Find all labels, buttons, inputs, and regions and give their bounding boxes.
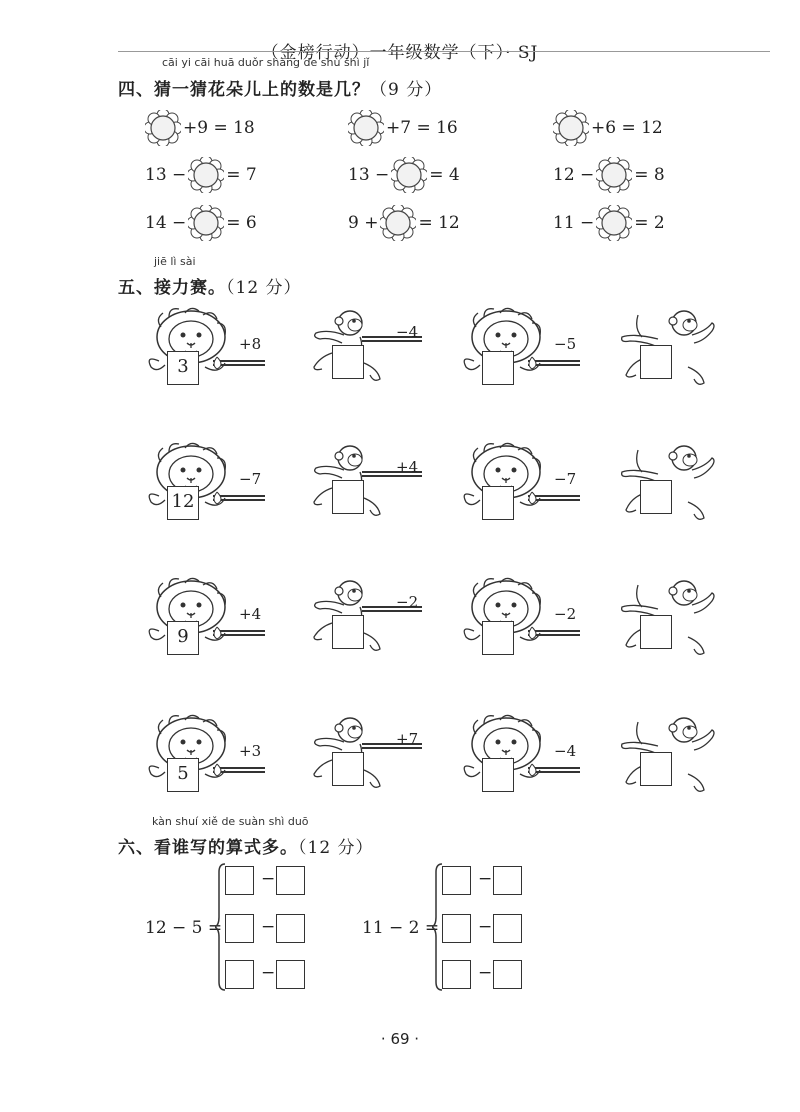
expression-label: 11 − 2 = (362, 918, 440, 938)
answer-box[interactable] (332, 752, 364, 786)
equation-right: +6 = 12 (591, 118, 663, 138)
answer-box[interactable] (332, 345, 364, 379)
monkey-icon (618, 712, 750, 804)
monkey-runner (302, 440, 434, 532)
flower-equation (348, 157, 460, 193)
lion-runner (145, 575, 277, 667)
expression-box-left[interactable] (442, 914, 471, 943)
answer-box[interactable] (640, 480, 672, 514)
relay-operation: +3 (239, 742, 262, 760)
flower-equation (145, 205, 257, 241)
section6-pinyin: kàn shuí xiě de suàn shì duō (152, 815, 309, 828)
equation-right: = 2 (634, 213, 665, 233)
expression-box-left[interactable] (442, 866, 471, 895)
equation-right: = 6 (226, 213, 257, 233)
flower-blank-icon[interactable] (596, 157, 632, 193)
section6-heading (118, 833, 374, 858)
section4-pinyin: cāi yi cāi huā duǒr shàng de shù shì jǐ (162, 56, 370, 69)
answer-box[interactable] (482, 486, 514, 520)
flower-equation (553, 205, 665, 241)
minus-sign: − (261, 917, 276, 937)
equation-right: = 8 (634, 165, 665, 185)
equation-left: 11 − (553, 213, 595, 233)
page-header: （金榜行动）一年级数学（下）· SJ (261, 43, 539, 63)
start-number: 9 (177, 626, 189, 647)
lion-runner (145, 712, 277, 804)
start-number-box (167, 758, 199, 792)
lion-runner (460, 440, 592, 532)
equation-right: = 4 (429, 165, 460, 185)
flower-equation (348, 110, 458, 146)
page-number: · 69 · (380, 1030, 420, 1048)
equation-right: = 7 (226, 165, 257, 185)
flower-blank-icon[interactable] (188, 205, 224, 241)
expression-box-left[interactable] (225, 960, 254, 989)
minus-sign: − (478, 963, 493, 983)
monkey-runner (618, 440, 750, 532)
start-number-box (167, 486, 199, 520)
answer-box[interactable] (640, 615, 672, 649)
relay-operation: −2 (554, 605, 577, 623)
lion-runner (460, 305, 592, 397)
lion-runner (145, 440, 277, 532)
flower-blank-icon[interactable] (553, 110, 589, 146)
expression-box-left[interactable] (442, 960, 471, 989)
minus-sign: − (478, 917, 493, 937)
relay-operation: −7 (239, 470, 262, 488)
flower-blank-icon[interactable] (596, 205, 632, 241)
flower-equation (145, 157, 257, 193)
flower-blank-icon[interactable] (348, 110, 384, 146)
section4-title: 四、猜一猜花朵儿上的数是几？ (118, 80, 370, 100)
relay-operation: −2 (396, 593, 419, 611)
relay-operation: −4 (396, 323, 419, 341)
monkey-icon (302, 440, 434, 532)
section4-points: （9 分） (370, 80, 443, 100)
expression-box-right[interactable] (276, 866, 305, 895)
relay-operation: +4 (239, 605, 262, 623)
flower-equation (145, 110, 255, 146)
expression-label: 12 − 5 = (145, 918, 223, 938)
expression-box-right[interactable] (276, 960, 305, 989)
start-number-box (167, 351, 199, 385)
lion-runner (460, 575, 592, 667)
answer-box[interactable] (482, 621, 514, 655)
equation-right: +9 = 18 (183, 118, 255, 138)
monkey-runner (618, 712, 750, 804)
start-number: 12 (171, 491, 195, 512)
monkey-icon (302, 712, 434, 804)
section4-heading (118, 75, 442, 100)
relay-operation: −7 (554, 470, 577, 488)
relay-operation: +8 (239, 335, 262, 353)
header-divider (118, 51, 770, 52)
equation-left: 13 − (145, 165, 187, 185)
minus-sign: − (261, 963, 276, 983)
monkey-runner (618, 305, 750, 397)
monkey-icon (302, 575, 434, 667)
monkey-runner (302, 712, 434, 804)
flower-blank-icon[interactable] (380, 205, 416, 241)
equation-left: 9 + (348, 213, 379, 233)
section5-pinyin: jiē lì sài (154, 255, 196, 268)
relay-operation: −4 (554, 742, 577, 760)
section5-heading (118, 273, 302, 298)
answer-box[interactable] (332, 615, 364, 649)
start-number: 3 (177, 356, 189, 377)
lion-runner (460, 712, 592, 804)
minus-sign: − (478, 869, 493, 889)
monkey-runner (302, 575, 434, 667)
expression-box-right[interactable] (493, 866, 522, 895)
answer-box[interactable] (482, 758, 514, 792)
monkey-icon (618, 305, 750, 397)
start-number-box (167, 621, 199, 655)
start-number: 5 (177, 763, 189, 784)
monkey-runner (618, 575, 750, 667)
answer-box[interactable] (332, 480, 364, 514)
equation-left: 14 − (145, 213, 187, 233)
expression-box-left[interactable] (225, 866, 254, 895)
expression-box-left[interactable] (225, 914, 254, 943)
flower-equation (348, 205, 460, 241)
flower-blank-icon[interactable] (145, 110, 181, 146)
section5-title: 五、接力赛。 (118, 278, 226, 298)
flower-blank-icon[interactable] (188, 157, 224, 193)
monkey-icon (618, 440, 750, 532)
minus-sign: − (261, 869, 276, 889)
answer-box[interactable] (640, 752, 672, 786)
expression-box-right[interactable] (493, 914, 522, 943)
expression-box-right[interactable] (493, 960, 522, 989)
lion-runner (145, 305, 277, 397)
section6-title: 六、看谁写的算式多。 (118, 838, 298, 858)
relay-operation: −5 (554, 335, 577, 353)
answer-box[interactable] (640, 345, 672, 379)
expression-box-right[interactable] (276, 914, 305, 943)
flower-blank-icon[interactable] (391, 157, 427, 193)
answer-box[interactable] (482, 351, 514, 385)
relay-operation: +4 (396, 458, 419, 476)
equation-right: = 12 (418, 213, 460, 233)
monkey-icon (618, 575, 750, 667)
equation-left: 13 − (348, 165, 390, 185)
flower-equation (553, 157, 665, 193)
section6-points: （12 分） (298, 838, 374, 858)
monkey-runner (302, 305, 434, 397)
flower-equation (553, 110, 663, 146)
equation-left: 12 − (553, 165, 595, 185)
equation-right: +7 = 16 (386, 118, 458, 138)
section5-points: （12 分） (226, 278, 302, 298)
monkey-icon (302, 305, 434, 397)
relay-operation: +7 (396, 730, 419, 748)
